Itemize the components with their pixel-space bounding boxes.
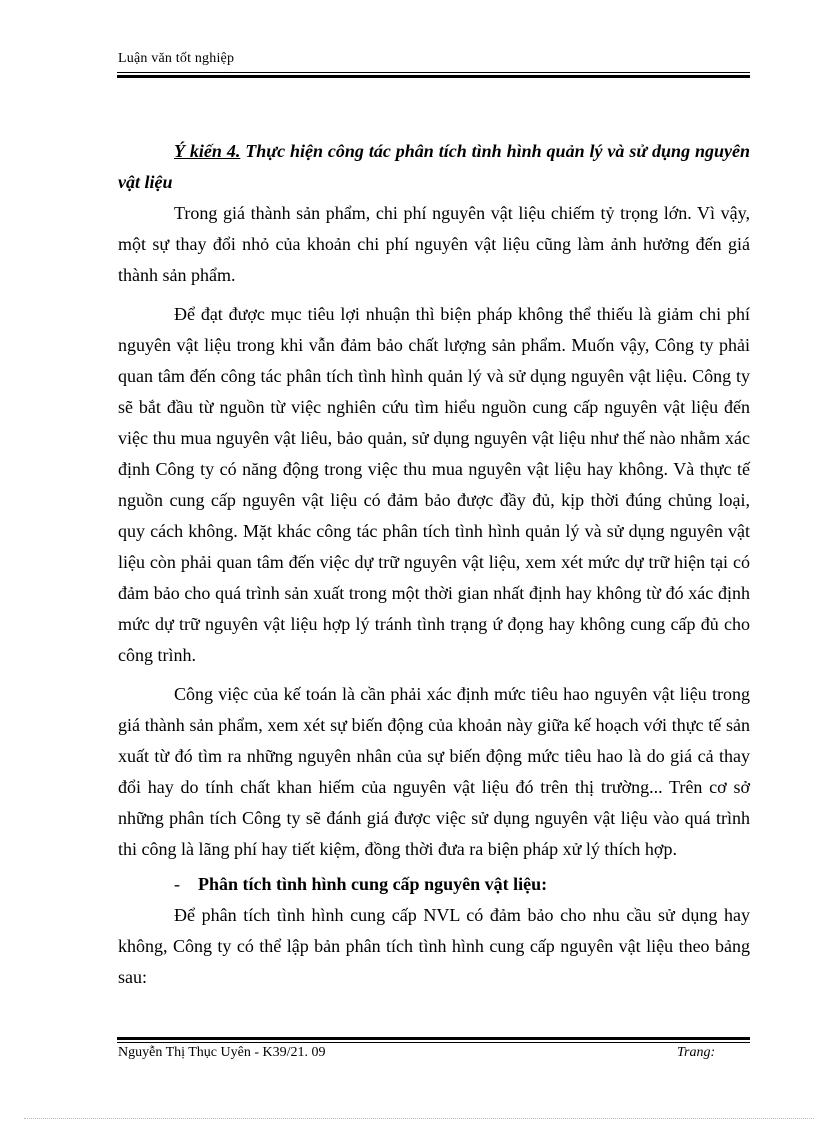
section-heading-lead: Ý kiến 4. <box>174 141 241 161</box>
paragraph-closing: Để phân tích tình hình cung cấp NVL có đảm bảo cho nhu cầu sử dụng hay không, Công ty có thể lập bản phân tích tình hình cung cấp nguyên vật liệu theo bảng sau: <box>118 905 750 987</box>
bullet-dash: - <box>174 874 180 894</box>
paragraph-3: Công việc của kế toán là cần phải xác định mức tiêu hao nguyên vật liệu trong giá thành sản phẩm, xem xét sự biến động của khoản này giữa kế hoạch với thực tế sản xuất từ đó tìm ra những nguyên nhân của sự biến động mức tiêu hao là do giá cả thay đổi hay do tính chất khan hiếm của nguyên vật liệu đó trên thị trường... Trên cơ sở những phân tích Công ty sẽ đánh giá được việc sử dụng nguyên vật liệu vào quá trình thi công là lãng phí hay tiết kiệm, đồng thời đưa ra biện pháp xử lý thích hợp. <box>118 684 750 859</box>
paragraph-1: Trong giá thành sản phẩm, chi phí nguyên vật liệu chiếm tỷ trọng lớn. Vì vậy, một sự thay đổi nhỏ của khoản chi phí nguyên vật liệu cũng làm ảnh hưởng đến giá thành sản phẩm. <box>118 203 750 285</box>
header-title: Luận văn tốt nghiệp <box>118 51 235 66</box>
bottom-dotted-line <box>24 1118 814 1119</box>
footer-rule-thin <box>117 1042 750 1043</box>
header-rule-thick <box>117 75 750 78</box>
page-body <box>118 136 750 993</box>
paragraph-2: Để đạt được mục tiêu lợi nhuận thì biện pháp không thể thiếu là giảm chi phí nguyên vật liệu trong khi vẫn đảm bảo chất lượng sản phẩm. Muốn vậy, Công ty phải quan tâm đến công tác phân tích tình hình quản lý và sử dụng nguyên vật liệu. Công ty sẽ bắt đầu từ nguồn từ việc nghiên cứu tìm hiểu nguồn cung cấp nguyên vật liệu đến việc thu mua nguyên vật liêu, bảo quản, sử dụng nguyên vật liệu như thế nào nhằm xác định Công ty có năng động trong việc thu mua nguyên vật liệu hay không. Và thực tế nguồn cung cấp nguyên vật liệu có đảm bảo được đầy đủ, kịp thời đúng chủng loại, quy cách không. Mặt khác công tác phân tích tình hình quản lý và sử dụng nguyên vật liệu còn phải quan tâm đến việc dự trữ nguyên vật liệu, xem xét mức dự trữ hiện tại có đảm bảo cho quá trình sản xuất trong một thời gian nhất định hay không từ đó xác định mức dự trữ nguyên vật liệu hợp lý tránh tình trạng ứ đọng hay không cung cấp đủ cho công trình. <box>118 304 750 665</box>
header-rule-thin <box>117 72 750 73</box>
footer-author: Nguyễn Thị Thục Uyên - K39/21. 09 <box>118 1045 326 1060</box>
footer-rule-thick <box>117 1037 750 1040</box>
section-heading <box>118 136 750 198</box>
section-heading-text: Thực hiện công tác phân tích tình hình quản lý và sử dụng nguyên vật liệu <box>118 141 751 192</box>
bullet-text: Phân tích tình hình cung cấp nguyên vật liệu: <box>198 874 548 894</box>
bullet-item <box>118 869 750 900</box>
footer-page-label: Trang: <box>677 1045 716 1060</box>
